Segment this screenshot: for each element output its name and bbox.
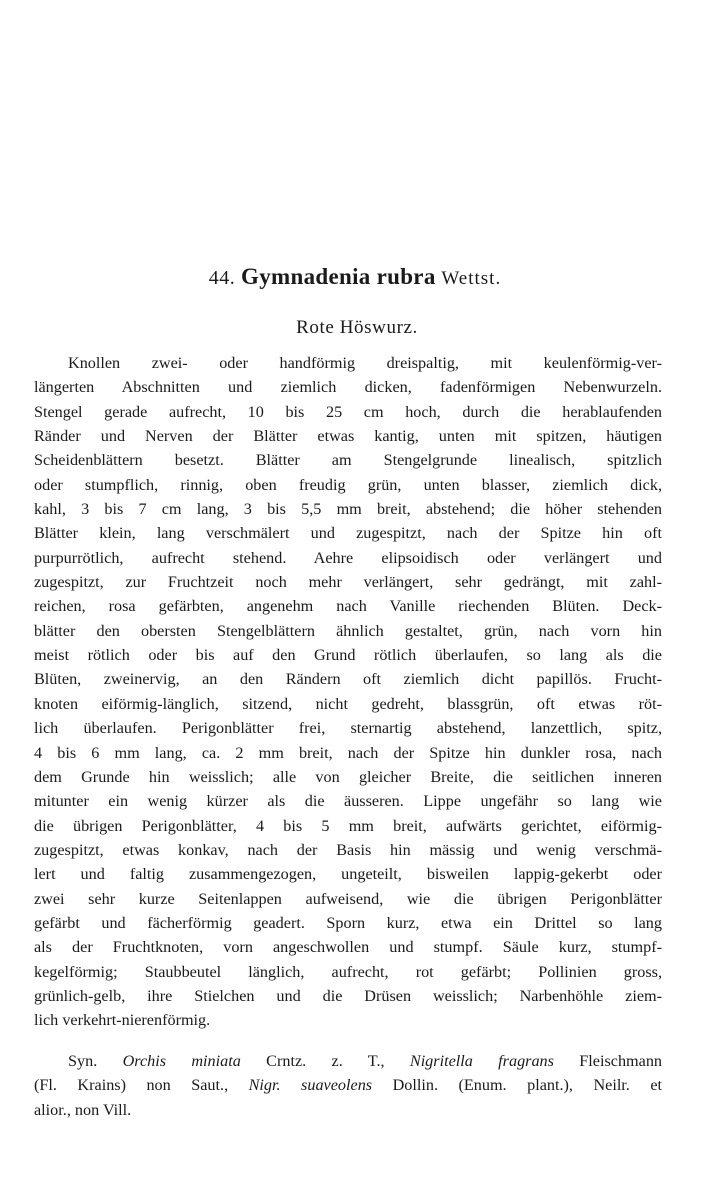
synonym-authority: Crntz. z. T.,: [266, 1052, 385, 1070]
species-number: 44.: [208, 267, 236, 289]
text-line: 4 bis 6 mm lang, ca. 2 mm breit, nach der Spitze hin dunkler rosa, nach: [34, 743, 662, 762]
text-line: die übrigen Perigonblätter, 4 bis 5 mm breit, aufwärts gerichtet, eiförmig-: [34, 816, 662, 835]
text-line: zugespitzt, etwas konkav, nach der Basis hin mässig und wenig verschmä-: [34, 840, 662, 859]
text-line: Knollen zwei- oder handförmig dreispaltig, mit keulenförmig-ver-: [68, 354, 662, 372]
synonyms-prefix: Syn.: [68, 1052, 98, 1070]
synonym-authority: Dollin. (Enum. plant.), Neilr. et: [392, 1076, 663, 1095]
synonyms-line: [34, 1049, 662, 1073]
synonyms-line: [34, 1073, 662, 1097]
synonym-name: Nigritella fragrans: [409, 1052, 554, 1070]
text-line: zugespitzt, zur Fruchtzeit noch mehr verlängert, sehr gedrängt, mit zahl-: [34, 573, 662, 592]
text-line: reichen, rosa gefärbten, angenehm nach Vanille riechenden Blüten. Deck-: [34, 597, 662, 616]
text-line: lich verkehrt-nierenförmig.: [34, 1011, 211, 1030]
description-paragraph: [34, 351, 662, 1033]
text-line: längerten Abschnitten und ziemlich dicken, fadenförmigen Nebenwurzeln.: [34, 378, 662, 397]
synonym-name: Nigr. suaveolens: [248, 1076, 373, 1095]
text-line: lich überlaufen. Perigonblätter frei, sternartig abstehend, lanzettlich, spitz,: [34, 719, 662, 738]
text-line: blätter den obersten Stengelblättern ähnlich gestaltet, grün, nach vorn hin: [34, 621, 662, 640]
synonym-authority: (Fl. Krains) non Saut.,: [34, 1076, 229, 1095]
synonym-name: Orchis miniata: [122, 1052, 241, 1070]
text-line: dem Grunde hin weisslich; alle von gleicher Breite, die seitlichen inneren: [34, 767, 662, 786]
text-line: Blätter klein, lang verschmälert und zugespitzt, nach der Spitze hin oft: [34, 524, 662, 543]
text-line: oder stumpflich, rinnig, oben freudig grün, unten blasser, ziemlich dick,: [34, 475, 662, 494]
text-line: Scheidenblättern besetzt. Blätter am Stengelgrunde linealisch, spitzlich: [34, 451, 662, 470]
species-heading: [0, 262, 702, 294]
text-line: meist rötlich oder bis auf den Grund rötlich überlaufen, so lang als die: [34, 646, 662, 665]
text-line: mitunter ein wenig kürzer als die äusseren. Lippe ungefähr so lang wie: [34, 792, 662, 811]
text-line: Stengel gerade aufrecht, 10 bis 25 cm hoch, durch die herablaufenden: [34, 402, 662, 421]
text-line: Ränder und Nerven der Blätter etwas kantig, unten mit spitzen, häutigen: [34, 427, 662, 446]
synonym-authority: Fleischmann: [579, 1052, 663, 1070]
text-line: kegelförmig; Staubbeutel länglich, aufrecht, rot gefärbt; Pollinien gross,: [34, 962, 662, 981]
common-name: Rote Höswurz.: [296, 317, 418, 338]
text-line: Blüten, zweinervig, an den Rändern oft ziemlich dicht papillös. Frucht-: [34, 670, 662, 689]
text-line: purpurrötlich, aufrecht stehend. Aehre elipsoidisch oder verlängert und: [34, 548, 662, 567]
text-line: gefärbt und fächerförmig geadert. Sporn kurz, etwa ein Drittel so lang: [34, 913, 662, 932]
text-line: kahl, 3 bis 7 cm lang, 3 bis 5,5 mm breit, abstehend; die höher stehenden: [34, 500, 662, 519]
synonyms-paragraph: [34, 1049, 662, 1122]
text-line: lert und faltig zusammengezogen, ungeteilt, bisweilen lappig-gekerbt oder: [34, 865, 662, 884]
text-line: grünlich-gelb, ihre Stielchen und die Drüsen weisslich; Narbenhöhle ziem-: [34, 986, 662, 1005]
synonyms-line: alior., non Vill.: [34, 1100, 132, 1119]
species-author: Wettst.: [441, 268, 502, 289]
species-name: Gymnadenia rubra: [241, 264, 436, 289]
text-line: zwei sehr kurze Seitenlappen aufweisend, wie die übrigen Perigonblätter: [34, 889, 662, 908]
text-line: knoten eiförmig-länglich, sitzend, nicht gedreht, blassgrün, oft etwas röt-: [34, 694, 662, 713]
text-line: als der Fruchtknoten, vorn angeschwollen und stumpf. Säule kurz, stumpf-: [34, 938, 662, 957]
